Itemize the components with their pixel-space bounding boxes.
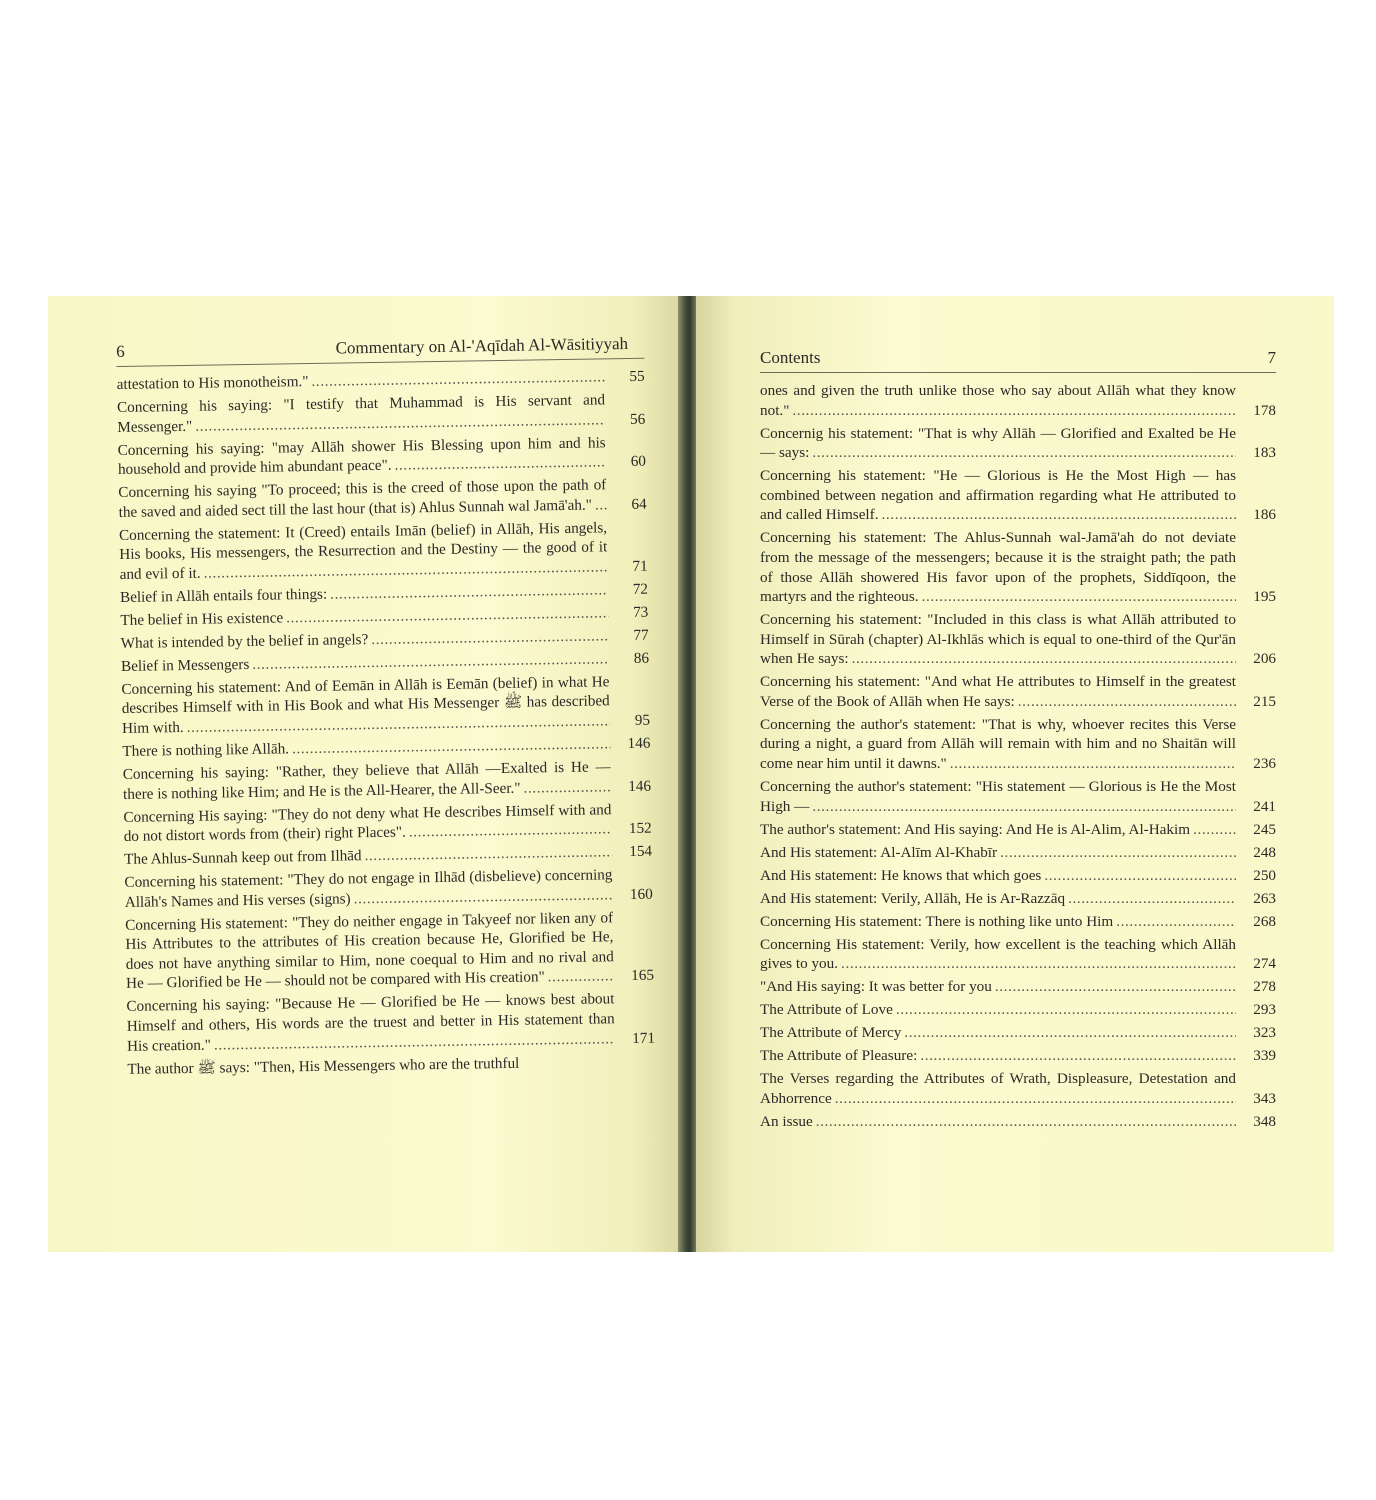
toc-entry-label: attestation to His monotheism." ..... [117,373,309,393]
toc-entry-text [760,935,1236,974]
toc-entry-label: What is intended by the belief in angels? ..... [121,631,369,652]
toc-entry-label: Concerning his statement: "He — Glorious is He the Most High — has combined between negation and affirmation regarding what He attributed to and called Himself. ..... [760,467,1236,523]
toc-entry [760,912,1276,932]
toc-entry-text [118,433,607,480]
toc-entry-text [760,820,1236,840]
toc-entry-page-number: 250 [1253,866,1276,884]
toc-entry-label: Concerning his statement: "Included in this class is what Allāh attributed to Himself in Sūrah (chapter) Al-Ikhlās which is equal to one-third of the Qur'ān when He says: ..... [760,611,1236,667]
toc-entry-text [123,800,612,847]
toc-entry [760,1069,1276,1108]
toc-entry-label: Concerning his saying: "Rather, they believe that Allāh —Exalted is He — there is nothing like Him; and He is the All-Hearer, the All-Seer." ..... [123,758,611,802]
toc-entry [117,390,646,437]
toc-entry-label: Concernig his statement: "That is why Allāh — Glorified and Exalted be He — says: ..... [760,425,1236,462]
toc-entry-page-number: 178 [1253,401,1276,419]
toc-entry-page-number: 248 [1253,843,1276,861]
right-page-number: 7 [1267,348,1276,367]
toc-entry-label: And His statement: Verily, Allāh, He is Ar-Razzāq ..... [760,890,1065,907]
toc-entry-text [123,757,612,804]
toc-entry-page-number: 146 [628,777,652,795]
toc-entry-label: Concerning his statement: "They do not engage in Ilhād (disbelieve) concerning Allāh's Names and His verses (signs) ..... [124,866,612,910]
toc-entry-label: The belief in His existence ..... [120,609,283,629]
toc-entry-text [117,390,606,437]
toc-entry-page-number: 339 [1253,1047,1276,1065]
right-running-title: Contents [760,348,821,367]
toc-entry-page-number: 71 [632,557,648,575]
toc-entry [760,843,1276,863]
toc-entry-page-number: 245 [1253,820,1276,838]
right-contents-list [760,381,1276,1131]
toc-entry-page-number: 160 [629,885,653,903]
toc-entry-label: The author ﷺ says: "Then, His Messengers who are the truthful [127,1054,520,1078]
toc-entry-label: Concerning His saying: "They do not deny what He describes Himself with and do not distort words from (their) right Places". ..... [123,801,611,845]
toc-entry-text [760,528,1236,606]
toc-entry-page-number: 241 [1253,797,1276,815]
toc-entry-page-number: 195 [1253,588,1276,606]
toc-entry [760,466,1276,525]
book-gutter [678,296,698,1252]
toc-entry [760,528,1276,606]
toc-entry-text [760,466,1236,525]
toc-entry-label: The Attribute of Mercy ..... [760,1024,901,1041]
toc-entry-page-number: 206 [1253,650,1276,668]
toc-entry-page-number: 278 [1253,978,1276,996]
toc-entry-page-number: 86 [633,649,650,667]
toc-entry [760,1023,1276,1043]
toc-entry [127,1051,655,1079]
toc-entry [760,610,1276,669]
left-page-number: 6 [116,341,125,361]
left-contents-list [117,367,656,1079]
right-page-header [760,348,1276,373]
toc-entry [118,432,647,479]
toc-entry-label: Concerning His statement: "They do neither engage in Takyeef nor liken any of His Attributes to the attributes of His creation because He, Glorified be He, does not have anything similar to Him, none coequal to Him and no rival and He — Glorified be He — should not be compared with His creation" ..... [125,909,614,992]
toc-entry-page-number: 186 [1253,506,1276,524]
toc-entry [760,424,1276,463]
toc-entry-text [760,1112,1236,1132]
toc-entry-page-number: 263 [1253,889,1276,907]
toc-entry-text [125,908,614,994]
toc-entry [760,889,1276,909]
toc-entry-label: The Ahlus-Sunnah keep out from Ilhād ..... [124,847,362,868]
toc-entry-page-number: 152 [628,819,652,838]
toc-entry-page-number: 73 [632,603,649,621]
toc-entry [760,977,1276,997]
toc-entry-text [124,865,613,912]
toc-entry-text [760,912,1236,932]
left-page-content [116,334,656,1083]
toc-entry-label: Concerning his saying: "I testify that Muhammad is His servant and Messenger." ..... [117,391,605,435]
toc-entry-page-number: 55 [629,367,645,385]
toc-entry-label: Belief in Messengers ..... [121,656,249,675]
toc-entry [118,475,647,522]
toc-entry-label: Concerning the author's statement: "That is why, whoever recites this Verse during a night, a guard from Allāh will remain with him and no Shaitān will come near him until it dawns." ..... [760,716,1236,772]
toc-entry-page-number: 215 [1253,692,1276,710]
toc-entry-page-number: 236 [1253,755,1276,773]
toc-entry-text [760,843,1236,863]
toc-entry-label: Concerning his saying "To proceed; this is the creed of those upon the path of the saved and aided sect till the last hour (that is) Ahlus Sunnah wal Jamā'ah." ..... [118,476,606,520]
toc-entry-page-number: 77 [633,626,649,644]
toc-entry-page-number: 154 [629,842,653,861]
toc-entry-label: The Attribute of Love ..... [760,1001,893,1018]
left-page-header [116,334,644,367]
toc-entry-text [760,610,1236,669]
toc-entry-page-number: 146 [627,734,651,753]
toc-entry-text [760,715,1236,774]
toc-entry-label: The Attribute of Pleasure: ..... [760,1047,917,1064]
toc-entry-page-number: 268 [1253,912,1276,930]
toc-entry-label: There is nothing like Allāh. ..... [122,740,289,760]
toc-entry-page-number: 72 [632,580,649,598]
toc-entry-text [760,1046,1236,1066]
toc-entry-label: Concerning his saying: "may Allāh shower His Blessing upon him and his household and provide him abundant peace". ..... [118,434,606,478]
toc-entry-page-number: 274 [1253,955,1276,973]
toc-entry-label: Concerning his saying: "Because He — Glorified be He — knows best about Himself and others, His words are the truest and better in His statement than His creation." ..... [126,991,615,1055]
toc-entry [123,757,652,804]
toc-entry [760,1046,1276,1066]
toc-entry-label: And His statement: Al-Alīm Al-Khabīr ..... [760,844,997,861]
toc-entry [760,820,1276,840]
toc-entry-label: The Verses regarding the Attributes of Wrath, Displeasure, Detestation and Abhorrence ..... [760,1070,1236,1107]
right-page [696,296,1334,1252]
toc-entry-page-number: 171 [632,1029,656,1047]
toc-entry-page-number: 293 [1253,1001,1276,1019]
toc-entry-text [760,672,1236,711]
toc-entry-label: Concerning his statement: The Ahlus-Sunnah wal-Jamā'ah do not deviate from the message of the messengers; because it is the straight path; the path of those Allāh showered His favor upon of the prophets, Siddīqoon, the martyrs and the righteous. ..... [760,529,1236,605]
toc-entry [760,381,1276,420]
toc-entry-label: "And His saying: It was better for you ..... [760,978,992,995]
toc-entry-label: Concerning His statement: Verily, how excellent is the teaching which Allāh gives to you. ..... [760,936,1236,973]
toc-entry [760,672,1276,711]
open-book [48,296,1334,1252]
toc-entry-label: And His statement: He knows that which goes ..... [760,867,1041,884]
right-page-content [760,348,1276,1135]
toc-entry-page-number: 56 [629,410,646,428]
toc-entry-text [126,990,615,1056]
toc-entry-page-number: 165 [631,967,655,985]
toc-entry [760,866,1276,886]
toc-entry [760,1112,1276,1132]
toc-entry-page-number: 323 [1253,1024,1276,1042]
toc-entry-label: Concerning the statement: It (Creed) entails Imān (belief) in Allāh, His angels, His books, His messengers, the Resurrection and the Destiny — the good of it and evil of it. ..... [119,519,608,583]
toc-entry-text [760,977,1236,997]
toc-entry [760,935,1276,974]
toc-entry-text [127,1052,615,1079]
toc-entry-page-number: 60 [630,452,647,471]
toc-entry-label: Concerning his statement: "And what He attributes to Himself in the greatest Verse of the Book of Allāh when He says: ..... [760,673,1236,710]
toc-entry-text [118,475,607,522]
toc-entry-page-number: 348 [1253,1112,1276,1130]
toc-entry [760,1000,1276,1020]
toc-entry [125,907,654,994]
toc-entry [123,799,652,846]
toc-entry-page-number: 343 [1253,1089,1276,1107]
toc-entry-text [760,777,1236,816]
toc-entry-page-number [616,1071,656,1072]
toc-entry-label: An issue ..... [760,1113,813,1130]
toc-entry [760,715,1276,774]
toc-entry-text [760,1023,1236,1043]
left-page [48,296,684,1252]
toc-entry-text [760,381,1236,420]
toc-entry-page-number: 183 [1253,444,1276,462]
toc-entry-label: ones and given the truth unlike those who say about Allāh what they know not." ..... [760,382,1236,419]
toc-entry-label: The author's statement: And His saying: And He is Al-Alim, Al-Hakim ..... [760,821,1190,838]
left-running-title: Commentary on Al-'Aqīdah Al-Wāsitiyyah [335,333,629,358]
toc-entry-label: Concerning the author's statement: "His statement — Glorious is He the Most High — ..... [760,778,1236,815]
toc-entry-page-number: 95 [634,711,651,729]
toc-entry [121,671,650,738]
toc-entry [760,777,1276,816]
toc-entry-text [760,1000,1236,1020]
toc-entry-label: Belief in Allāh entails four things: ..... [120,586,327,606]
toc-entry-page-number: 64 [631,495,647,513]
toc-entry-text [121,672,610,738]
toc-entry-label: Concerning his statement: And of Eemān in Allāh is Eemān (belief) in what He describes Himself with in His Book and what His Messenger ﷺ has described Him with. ..... [121,673,610,737]
toc-entry [124,865,653,912]
toc-entry-label: Concerning His statement: There is nothing like unto Him ..... [760,913,1113,930]
toc-entry [119,517,648,584]
toc-entry-text [760,889,1236,909]
toc-entry-text [760,424,1236,463]
toc-entry-text [760,1069,1236,1108]
toc-entry-text [119,518,608,584]
toc-entry [126,989,655,1056]
toc-entry-text [760,866,1236,886]
